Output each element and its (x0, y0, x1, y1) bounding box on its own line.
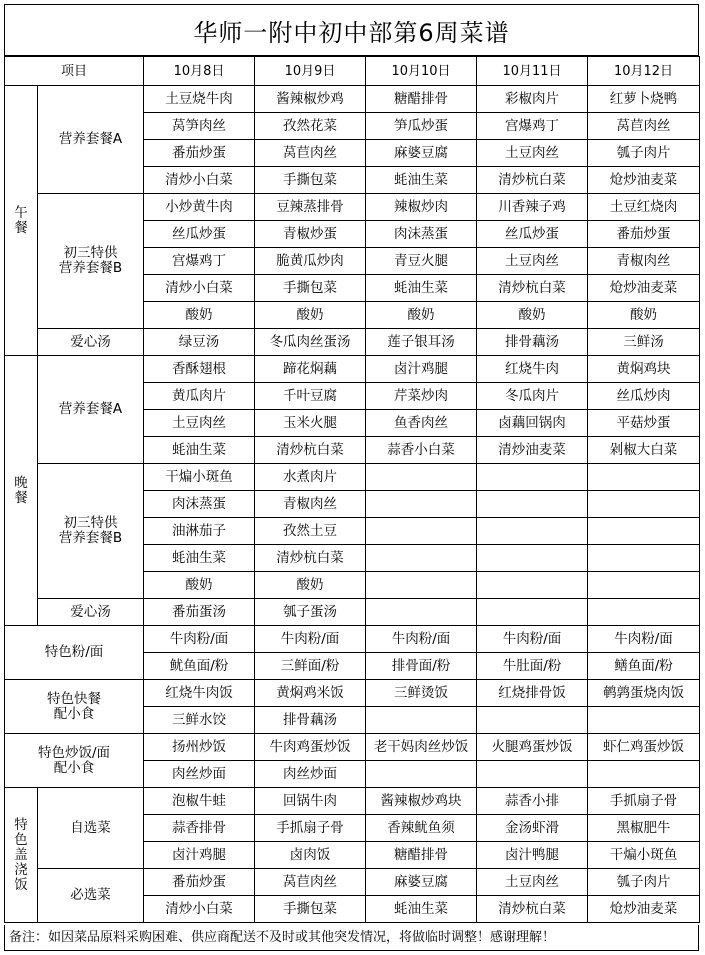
dish-cell (366, 491, 477, 518)
group-label: 爱心汤 (38, 329, 144, 356)
dish-cell: 土豆肉丝 (144, 410, 255, 437)
dish-cell (477, 518, 588, 545)
dish-cell: 清炒小白菜 (144, 275, 255, 302)
dish-cell: 手抓扇子骨 (588, 788, 700, 815)
table-row (5, 626, 700, 653)
dish-cell (477, 545, 588, 572)
table-row (5, 329, 700, 356)
dish-cell: 蚝油生菜 (366, 167, 477, 194)
special-label (5, 734, 144, 788)
dish-cell: 炝炒油麦菜 (588, 167, 700, 194)
dish-cell: 青椒炒蛋 (255, 221, 366, 248)
dish-cell: 剁椒大白菜 (588, 437, 700, 464)
label-line: 营养套餐B (58, 260, 123, 276)
dish-cell (588, 599, 700, 626)
dish-cell: 红烧牛肉 (477, 356, 588, 383)
dish-cell: 黄瓜肉片 (144, 383, 255, 410)
rice-section-label (5, 788, 38, 923)
table-row (5, 464, 700, 491)
dish-cell (477, 491, 588, 518)
dish-cell (477, 572, 588, 599)
dish-cell: 清炒杭白菜 (255, 545, 366, 572)
dish-cell: 黄焖鸡米饭 (255, 680, 366, 707)
dish-cell: 黑椒肥牛 (588, 815, 700, 842)
dish-cell: 绿豆汤 (144, 329, 255, 356)
dish-cell: 莴苣肉丝 (255, 869, 366, 896)
dish-cell: 卤汁鸡腿 (144, 842, 255, 869)
dish-cell: 豆辣蒸排骨 (255, 194, 366, 221)
dish-cell: 蹄花焖藕 (255, 356, 366, 383)
dish-cell: 三鲜水饺 (144, 707, 255, 734)
dish-cell: 酸奶 (366, 302, 477, 329)
dish-cell: 清炒小白菜 (144, 896, 255, 923)
dish-cell: 三鲜汤 (588, 329, 700, 356)
dish-cell: 清炒杭白菜 (255, 437, 366, 464)
meal-section-label (5, 86, 38, 356)
dish-cell: 鳝鱼面/粉 (588, 653, 700, 680)
dish-cell: 酸奶 (477, 302, 588, 329)
dish-cell: 莲子银耳汤 (366, 329, 477, 356)
dish-cell (477, 464, 588, 491)
label-line: 配小食 (53, 705, 95, 722)
dish-cell: 扬州炒饭 (144, 734, 255, 761)
dish-cell: 糖醋排骨 (366, 842, 477, 869)
dish-cell: 水煮肉片 (255, 464, 366, 491)
dish-cell (588, 572, 700, 599)
dish-cell (588, 761, 700, 788)
dish-cell: 蚝油生菜 (366, 275, 477, 302)
dish-cell: 宫爆鸡丁 (144, 248, 255, 275)
table-row (5, 680, 700, 707)
dish-cell: 平菇炒蛋 (588, 410, 700, 437)
header-date-3: 10月10日 (366, 57, 477, 86)
dish-cell: 玉米火腿 (255, 410, 366, 437)
dish-cell: 麻婆豆腐 (366, 140, 477, 167)
dish-cell: 虾仁鸡蛋炒饭 (588, 734, 700, 761)
dish-cell: 牛肉粉/面 (477, 626, 588, 653)
dish-cell: 排骨面/粉 (366, 653, 477, 680)
label-line: 特色炒饭/面 (37, 744, 111, 761)
dish-cell: 蚝油生菜 (144, 545, 255, 572)
dish-cell: 番茄炒蛋 (144, 140, 255, 167)
dish-cell: 炝炒油麦菜 (588, 896, 700, 923)
dish-cell: 麻婆豆腐 (366, 869, 477, 896)
dish-cell: 番茄蛋汤 (144, 599, 255, 626)
dish-cell (477, 707, 588, 734)
dish-cell: 清炒杭白菜 (477, 896, 588, 923)
dish-cell: 莴笋肉丝 (144, 113, 255, 140)
dish-cell: 卤汁鸭腿 (477, 842, 588, 869)
header-date-1: 10月8日 (144, 57, 255, 86)
dish-cell: 瓠子蛋汤 (255, 599, 366, 626)
dish-cell: 瓠子肉片 (588, 140, 700, 167)
dish-cell: 笋瓜炒蛋 (366, 113, 477, 140)
dish-cell: 冬瓜肉片 (477, 383, 588, 410)
dish-cell: 卤汁鸡腿 (366, 356, 477, 383)
table-row (5, 788, 700, 815)
dish-cell: 卤藕回锅肉 (477, 410, 588, 437)
dish-cell: 火腿鸡蛋炒饭 (477, 734, 588, 761)
dish-cell: 酸奶 (255, 572, 366, 599)
dish-cell: 青椒肉丝 (255, 491, 366, 518)
dish-cell: 牛肉粉/面 (144, 626, 255, 653)
dish-cell: 鱼香肉丝 (366, 410, 477, 437)
dish-cell: 土豆红烧肉 (588, 194, 700, 221)
group-label: 营养套餐A (38, 356, 144, 464)
dish-cell: 辣椒炒肉 (366, 194, 477, 221)
dish-cell: 肉丝炒面 (255, 761, 366, 788)
dish-cell: 清炒小白菜 (144, 167, 255, 194)
dish-cell: 脆黄瓜炒肉 (255, 248, 366, 275)
dish-cell: 青椒肉丝 (588, 248, 700, 275)
dish-cell: 三鲜面/粉 (255, 653, 366, 680)
meal-section-text: 晚餐 (14, 474, 28, 506)
menu-body (5, 57, 700, 923)
dish-cell: 酱辣椒炒鸡 (255, 86, 366, 113)
dish-cell: 鱿鱼面/粉 (144, 653, 255, 680)
dish-cell: 红烧牛肉饭 (144, 680, 255, 707)
dish-cell: 香酥翅根 (144, 356, 255, 383)
group-label (38, 464, 144, 599)
dish-cell: 土豆肉丝 (477, 140, 588, 167)
dish-cell: 蒜香排骨 (144, 815, 255, 842)
dish-cell: 番茄炒蛋 (144, 869, 255, 896)
label-line: 初三特供 (63, 245, 118, 261)
dish-cell: 金汤虾滑 (477, 815, 588, 842)
dish-cell: 手撕包菜 (255, 275, 366, 302)
dish-cell: 芹菜炒肉 (366, 383, 477, 410)
label-line: 特色快餐 (47, 690, 101, 707)
dish-cell: 酸奶 (144, 572, 255, 599)
dish-cell: 宫爆鸡丁 (477, 113, 588, 140)
dish-cell: 泡椒牛蛙 (144, 788, 255, 815)
dish-cell: 油淋茄子 (144, 518, 255, 545)
dish-cell: 蚝油生菜 (144, 437, 255, 464)
dish-cell: 土豆肉丝 (477, 248, 588, 275)
table-row (5, 734, 700, 761)
dish-cell: 牛肉粉/面 (588, 626, 700, 653)
meal-section-text: 午餐 (14, 204, 28, 236)
group-label: 爱心汤 (38, 599, 144, 626)
dish-cell: 肉丝炒面 (144, 761, 255, 788)
dish-cell: 土豆肉丝 (477, 869, 588, 896)
dish-cell: 丝瓜炒肉 (588, 383, 700, 410)
label-line: 初三特供 (63, 515, 118, 531)
dish-cell: 瓠子肉片 (588, 869, 700, 896)
dish-cell (366, 518, 477, 545)
dish-cell: 丝瓜炒蛋 (477, 221, 588, 248)
dish-cell: 香辣鱿鱼须 (366, 815, 477, 842)
footer-note: 备注：如因菜品原料采购困难、供应商配送不及时或其他突发情况，将做临时调整！感谢理解！ (4, 925, 699, 951)
label-line: 营养套餐B (58, 530, 123, 546)
dish-cell: 彩椒肉片 (477, 86, 588, 113)
dish-cell: 牛肉鸡蛋炒饭 (255, 734, 366, 761)
dish-cell: 红萝卜烧鸭 (588, 86, 700, 113)
dish-cell: 蒜香小白菜 (366, 437, 477, 464)
dish-cell (588, 518, 700, 545)
dish-cell: 酸奶 (255, 302, 366, 329)
group-label (38, 194, 144, 329)
dish-cell (588, 464, 700, 491)
dish-cell: 干煸小斑鱼 (144, 464, 255, 491)
table-row (5, 599, 700, 626)
dish-cell (588, 707, 700, 734)
dish-cell: 莴苣肉丝 (255, 140, 366, 167)
group-label: 必选菜 (38, 869, 144, 923)
header-date-5: 10月12日 (588, 57, 700, 86)
dish-cell (366, 707, 477, 734)
dish-cell: 三鲜烫饭 (366, 680, 477, 707)
dish-cell: 孜然花菜 (255, 113, 366, 140)
dish-cell: 番茄炒蛋 (588, 221, 700, 248)
dish-cell: 清炒杭白菜 (477, 167, 588, 194)
header-date-2: 10月9日 (255, 57, 366, 86)
dish-cell: 红烧排骨饭 (477, 680, 588, 707)
dish-cell: 手撕包菜 (255, 896, 366, 923)
dish-cell: 牛肚面/粉 (477, 653, 588, 680)
dish-cell: 清炒油麦菜 (477, 437, 588, 464)
dish-cell (477, 599, 588, 626)
dish-cell: 糖醋排骨 (366, 86, 477, 113)
dish-cell: 手撕包菜 (255, 167, 366, 194)
dish-cell: 鹌鹑蛋烧肉饭 (588, 680, 700, 707)
dish-cell: 卤肉饭 (255, 842, 366, 869)
header-item-label: 项目 (5, 57, 144, 86)
dish-cell: 孜然土豆 (255, 518, 366, 545)
dish-cell: 老干妈肉丝炒饭 (366, 734, 477, 761)
special-label (5, 680, 144, 734)
dish-cell: 千叶豆腐 (255, 383, 366, 410)
dish-cell: 莴苣肉丝 (588, 113, 700, 140)
dish-cell: 手抓扇子骨 (255, 815, 366, 842)
dish-cell: 肉沫蒸蛋 (144, 491, 255, 518)
dish-cell: 黄焖鸡块 (588, 356, 700, 383)
dish-cell: 炝炒油麦菜 (588, 275, 700, 302)
dish-cell: 清炒杭白菜 (477, 275, 588, 302)
dish-cell (366, 572, 477, 599)
dish-cell: 酸奶 (144, 302, 255, 329)
dish-cell (366, 761, 477, 788)
dish-cell (588, 545, 700, 572)
table-row (5, 86, 700, 113)
dish-cell: 牛肉粉/面 (366, 626, 477, 653)
dish-cell: 丝瓜炒蛋 (144, 221, 255, 248)
dish-cell: 青豆火腿 (366, 248, 477, 275)
dish-cell (588, 491, 700, 518)
dish-cell: 川香辣子鸡 (477, 194, 588, 221)
dish-cell: 排骨藕汤 (477, 329, 588, 356)
group-label: 自选菜 (38, 788, 144, 869)
group-label: 营养套餐A (38, 86, 144, 194)
table-row (5, 356, 700, 383)
dish-cell (366, 464, 477, 491)
rice-section-text: 特色盖浇饭 (14, 816, 28, 893)
table-row (5, 194, 700, 221)
dish-cell: 排骨藕汤 (255, 707, 366, 734)
special-label: 特色粉/面 (5, 626, 144, 680)
meal-section-label (5, 356, 38, 626)
dish-cell: 小炒黄牛肉 (144, 194, 255, 221)
dish-cell: 回锅牛肉 (255, 788, 366, 815)
dish-cell: 冬瓜肉丝蛋汤 (255, 329, 366, 356)
dish-cell: 蚝油生菜 (366, 896, 477, 923)
page-title: 华师一附中初中部第6周菜谱 (4, 4, 699, 56)
header-date-4: 10月11日 (477, 57, 588, 86)
dish-cell: 酱辣椒炒鸡块 (366, 788, 477, 815)
dish-cell: 牛肉粉/面 (255, 626, 366, 653)
header-row (5, 57, 700, 86)
dish-cell: 蒜香小排 (477, 788, 588, 815)
dish-cell: 干煸小斑鱼 (588, 842, 700, 869)
dish-cell (477, 761, 588, 788)
dish-cell: 土豆烧牛肉 (144, 86, 255, 113)
menu-table (4, 56, 700, 923)
dish-cell (366, 545, 477, 572)
dish-cell: 肉沫蒸蛋 (366, 221, 477, 248)
dish-cell: 酸奶 (588, 302, 700, 329)
dish-cell (366, 599, 477, 626)
table-row (5, 869, 700, 896)
label-line: 配小食 (53, 759, 95, 776)
